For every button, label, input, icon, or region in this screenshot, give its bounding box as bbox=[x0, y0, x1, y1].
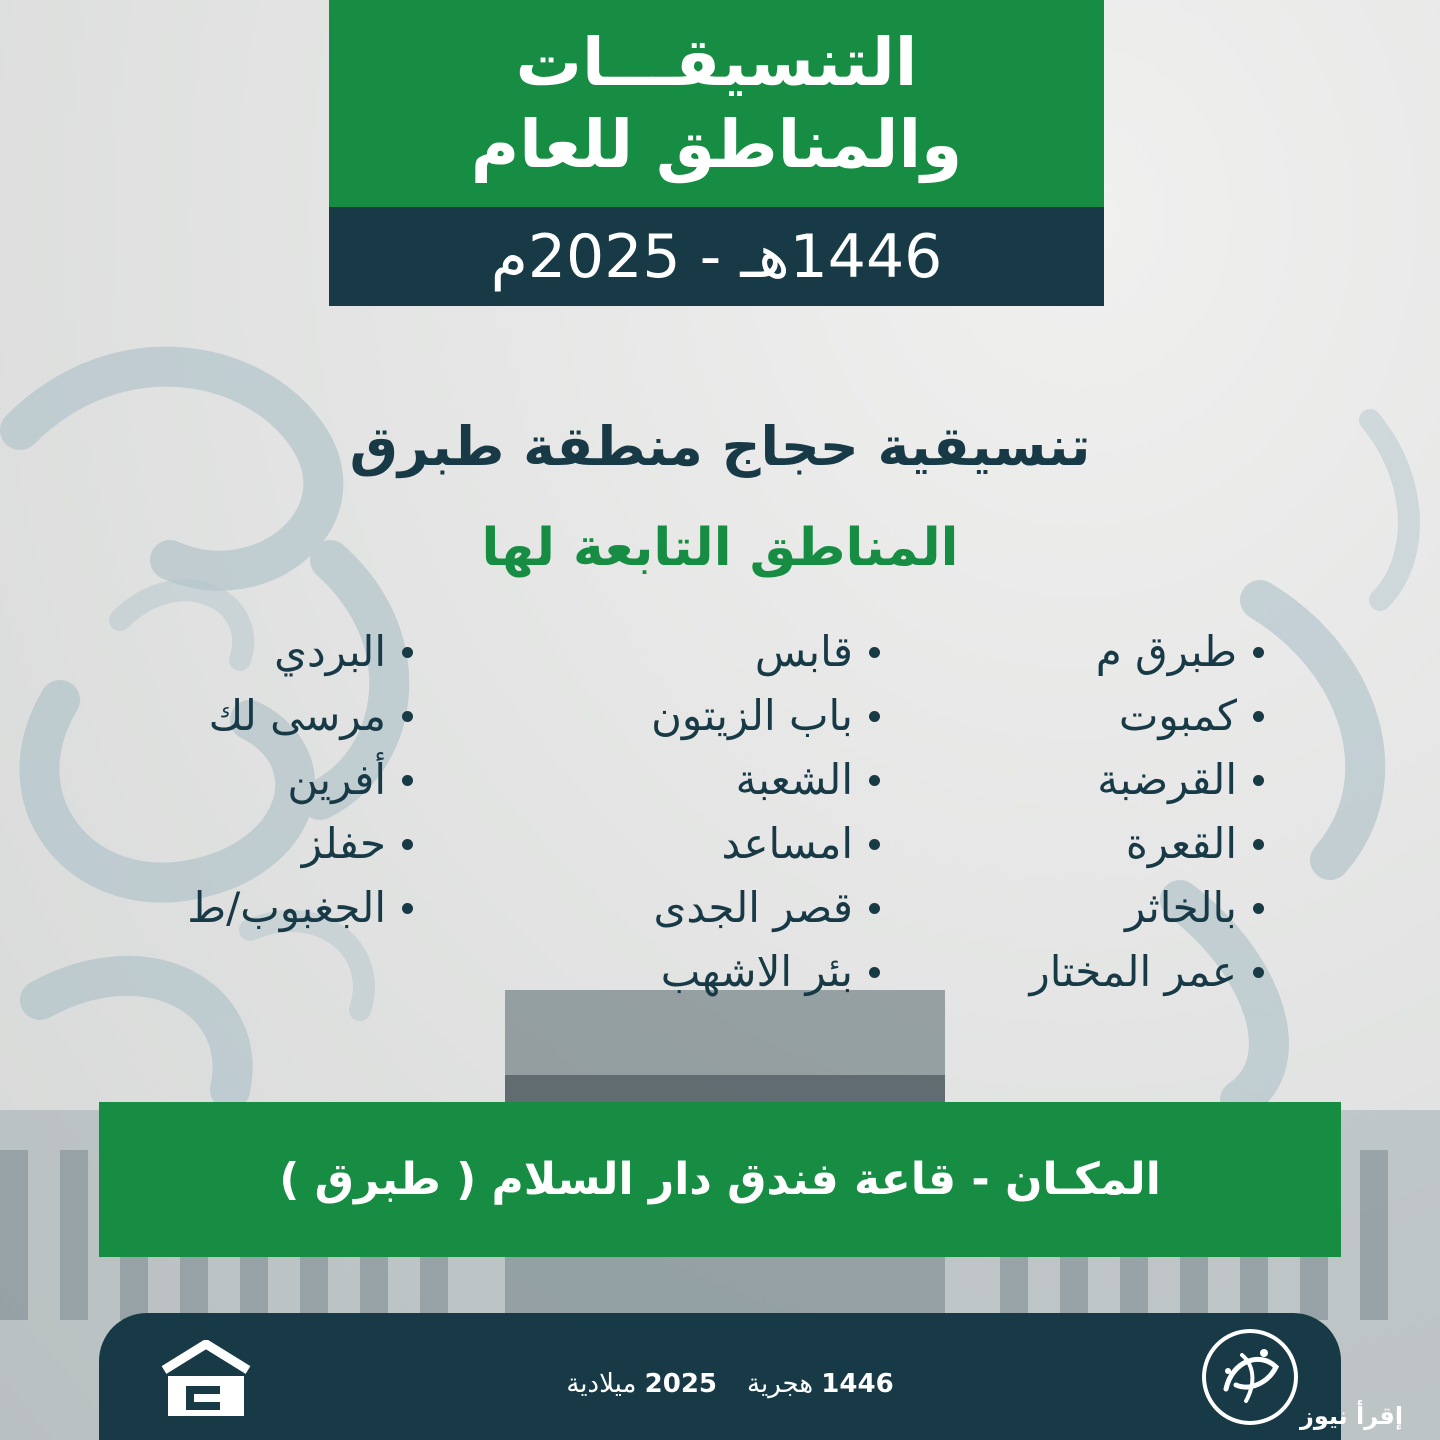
year-text: 1446هـ - 2025م bbox=[490, 221, 943, 292]
region-name: بالخاثر bbox=[1124, 883, 1237, 932]
list-item bbox=[187, 748, 413, 812]
list-item bbox=[651, 620, 880, 684]
bullet-icon bbox=[402, 903, 413, 914]
bullet-icon bbox=[1253, 903, 1264, 914]
region-name: القرضبة bbox=[1097, 755, 1237, 804]
coordination-title: تنسيقية حجاج منطقة طبرق bbox=[349, 415, 1091, 478]
regions-column-2 bbox=[651, 620, 880, 1004]
bullet-icon bbox=[869, 903, 880, 914]
year-banner bbox=[329, 207, 1104, 306]
region-name: باب الزيتون bbox=[651, 691, 853, 740]
region-name: بئر الاشهب bbox=[660, 947, 853, 996]
region-name: أفرين bbox=[287, 755, 386, 804]
title-box bbox=[329, 0, 1104, 207]
region-name: قابس bbox=[754, 627, 853, 676]
region-name: طبرق م bbox=[1095, 627, 1237, 676]
list-item bbox=[187, 620, 413, 684]
region-name: القعرة bbox=[1125, 819, 1237, 868]
footer-dates bbox=[520, 1362, 940, 1406]
region-name: امساعد bbox=[721, 819, 853, 868]
bullet-icon bbox=[1253, 711, 1264, 722]
bullet-icon bbox=[1253, 647, 1264, 658]
bullet-icon bbox=[869, 711, 880, 722]
bullet-icon bbox=[869, 967, 880, 978]
gregorian-date: 2025 ميلادية bbox=[566, 1369, 718, 1399]
list-item bbox=[187, 684, 413, 748]
brand-name: إقرأ نيوز bbox=[1300, 1402, 1404, 1430]
bullet-icon bbox=[402, 839, 413, 850]
hijri-date: 1446 هجرية bbox=[747, 1369, 894, 1399]
list-item bbox=[651, 812, 880, 876]
regions-column-3 bbox=[187, 620, 413, 940]
bullet-icon bbox=[1253, 775, 1264, 786]
title-line-2: والمناطق للعام bbox=[470, 105, 963, 183]
list-item bbox=[1030, 876, 1264, 940]
venue-text: المكـان - قاعة فندق دار السلام ( طبرق ) bbox=[279, 1154, 1161, 1205]
bullet-icon bbox=[1253, 839, 1264, 850]
list-item bbox=[1030, 940, 1264, 1004]
region-name: الجغبوب/ط bbox=[187, 883, 386, 932]
bullet-icon bbox=[869, 775, 880, 786]
region-name: قصر الجدى bbox=[653, 883, 853, 932]
venue-banner bbox=[99, 1102, 1341, 1257]
list-item bbox=[651, 876, 880, 940]
region-name: كمبوت bbox=[1118, 691, 1237, 740]
kaaba-logo-icon bbox=[160, 1340, 252, 1424]
region-name: البردي bbox=[274, 627, 386, 676]
bullet-icon bbox=[402, 775, 413, 786]
list-item bbox=[651, 940, 880, 1004]
list-item bbox=[187, 876, 413, 940]
bullet-icon bbox=[869, 839, 880, 850]
region-name: الشعبة bbox=[735, 755, 853, 804]
list-item bbox=[1030, 812, 1264, 876]
regions-title: المناطق التابعة لها bbox=[481, 518, 959, 578]
title-line-1: التنسيقـــات bbox=[515, 23, 918, 101]
hajj-emblem-icon bbox=[1198, 1325, 1302, 1433]
bullet-icon bbox=[402, 711, 413, 722]
region-name: حفلز bbox=[301, 819, 386, 868]
list-item bbox=[187, 812, 413, 876]
list-item bbox=[1030, 748, 1264, 812]
region-name: مرسى لك bbox=[208, 691, 386, 740]
list-item bbox=[651, 748, 880, 812]
region-name: عمر المختار bbox=[1029, 947, 1237, 996]
list-item bbox=[1030, 684, 1264, 748]
bullet-icon bbox=[402, 647, 413, 658]
bullet-icon bbox=[869, 647, 880, 658]
bullet-icon bbox=[1253, 967, 1264, 978]
list-item bbox=[1030, 620, 1264, 684]
list-item bbox=[651, 684, 880, 748]
regions-column-1 bbox=[1030, 620, 1264, 1004]
